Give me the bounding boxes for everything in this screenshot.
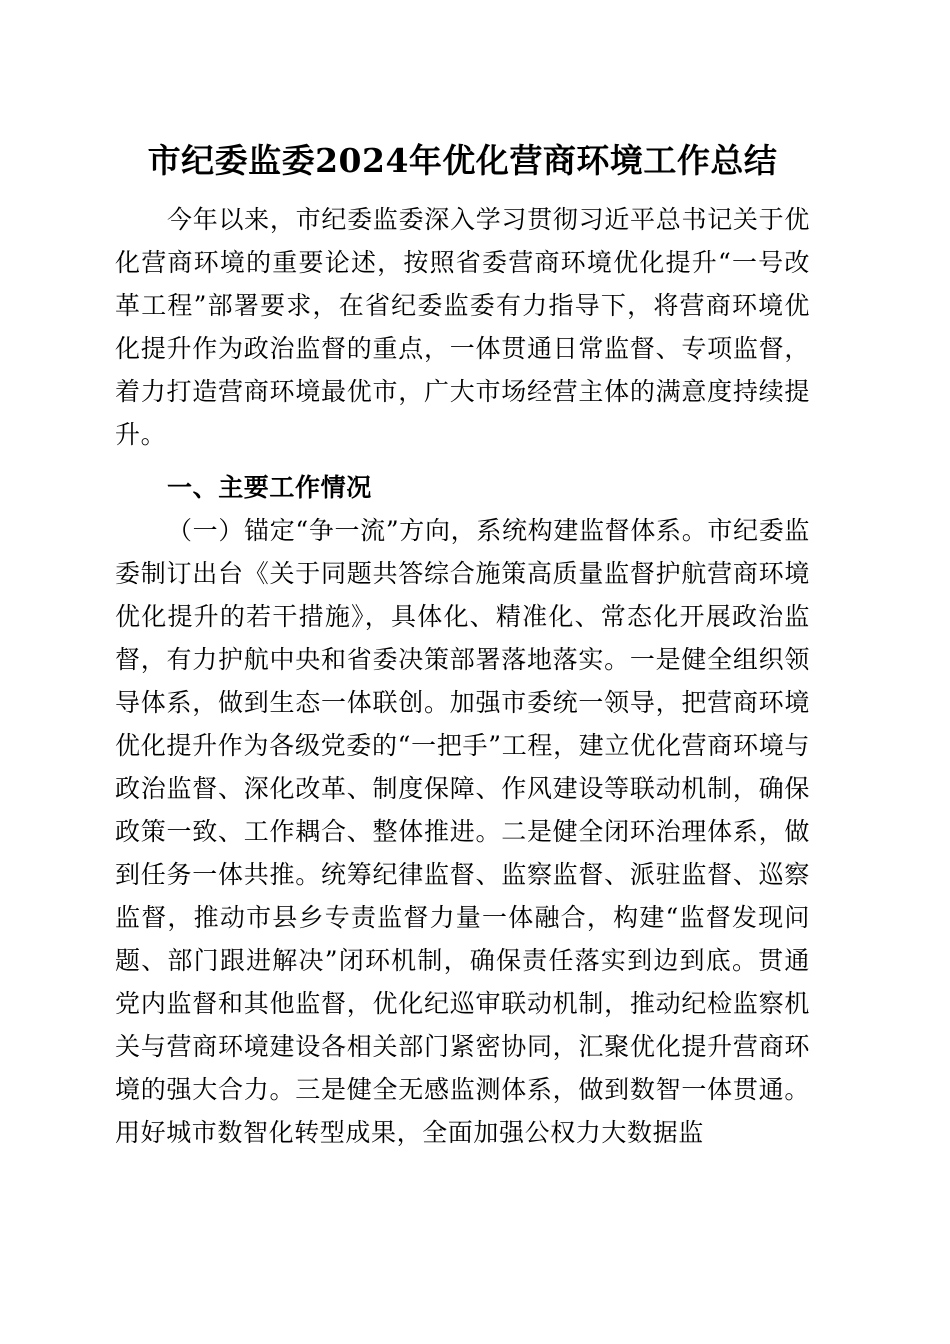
section-heading: 一、主要工作情况	[167, 473, 372, 502]
section-paragraph: （一）锚定“争一流”方向，系统构建监督体系。市纪委监委制订出台《关于同题共答综合施策高质量监督护航营商环境优化提升的若干措施》，具体化、精准化、常态化开展政治监督，有力护航中央和省委决策部署落地落实。一是健全组织领导体系，做到生态一体联创。加强市委统一领导，把营商环境优化提升作为各级党委的“一把手”工程，建立优化营商环境与政治监督、深化改革、制度保障、作风建设等联动机制，确保政策一致、工作耦合、整体推进。二是健全闭环治理体系，做到任务一体共推。统筹纪律监督、监察监督、派驻监督、巡察监督，推动市县乡专责监督力量一体融合，构建“监督发现问题、部门跟进解决”闭环机制，确保责任落实到边到底。贯通党内监督和其他监督，优化纪巡审联动机制，推动纪检监察机关与营商环境建设各相关部门紧密协同，汇聚优化提升营商环境的强大合力。三是健全无感监测体系，做到数智一体贯通。用好城市数智化转型成果，全面加强公权力大数据监	[115, 516, 810, 1147]
document-title: 市纪委监委2024年优化营商环境工作总结	[147, 141, 778, 180]
intro-paragraph: 今年以来，市纪委监委深入学习贯彻习近平总书记关于优化营商环境的重要论述，按照省委营商环境优化提升“一号改革工程”部署要求，在省纪委监委有力指导下，将营商环境优化提升作为政治监督的重点，一体贯通日常监督、专项监督，着力打造营商环境最优市，广大市场经营主体的满意度持续提升。	[115, 205, 810, 449]
